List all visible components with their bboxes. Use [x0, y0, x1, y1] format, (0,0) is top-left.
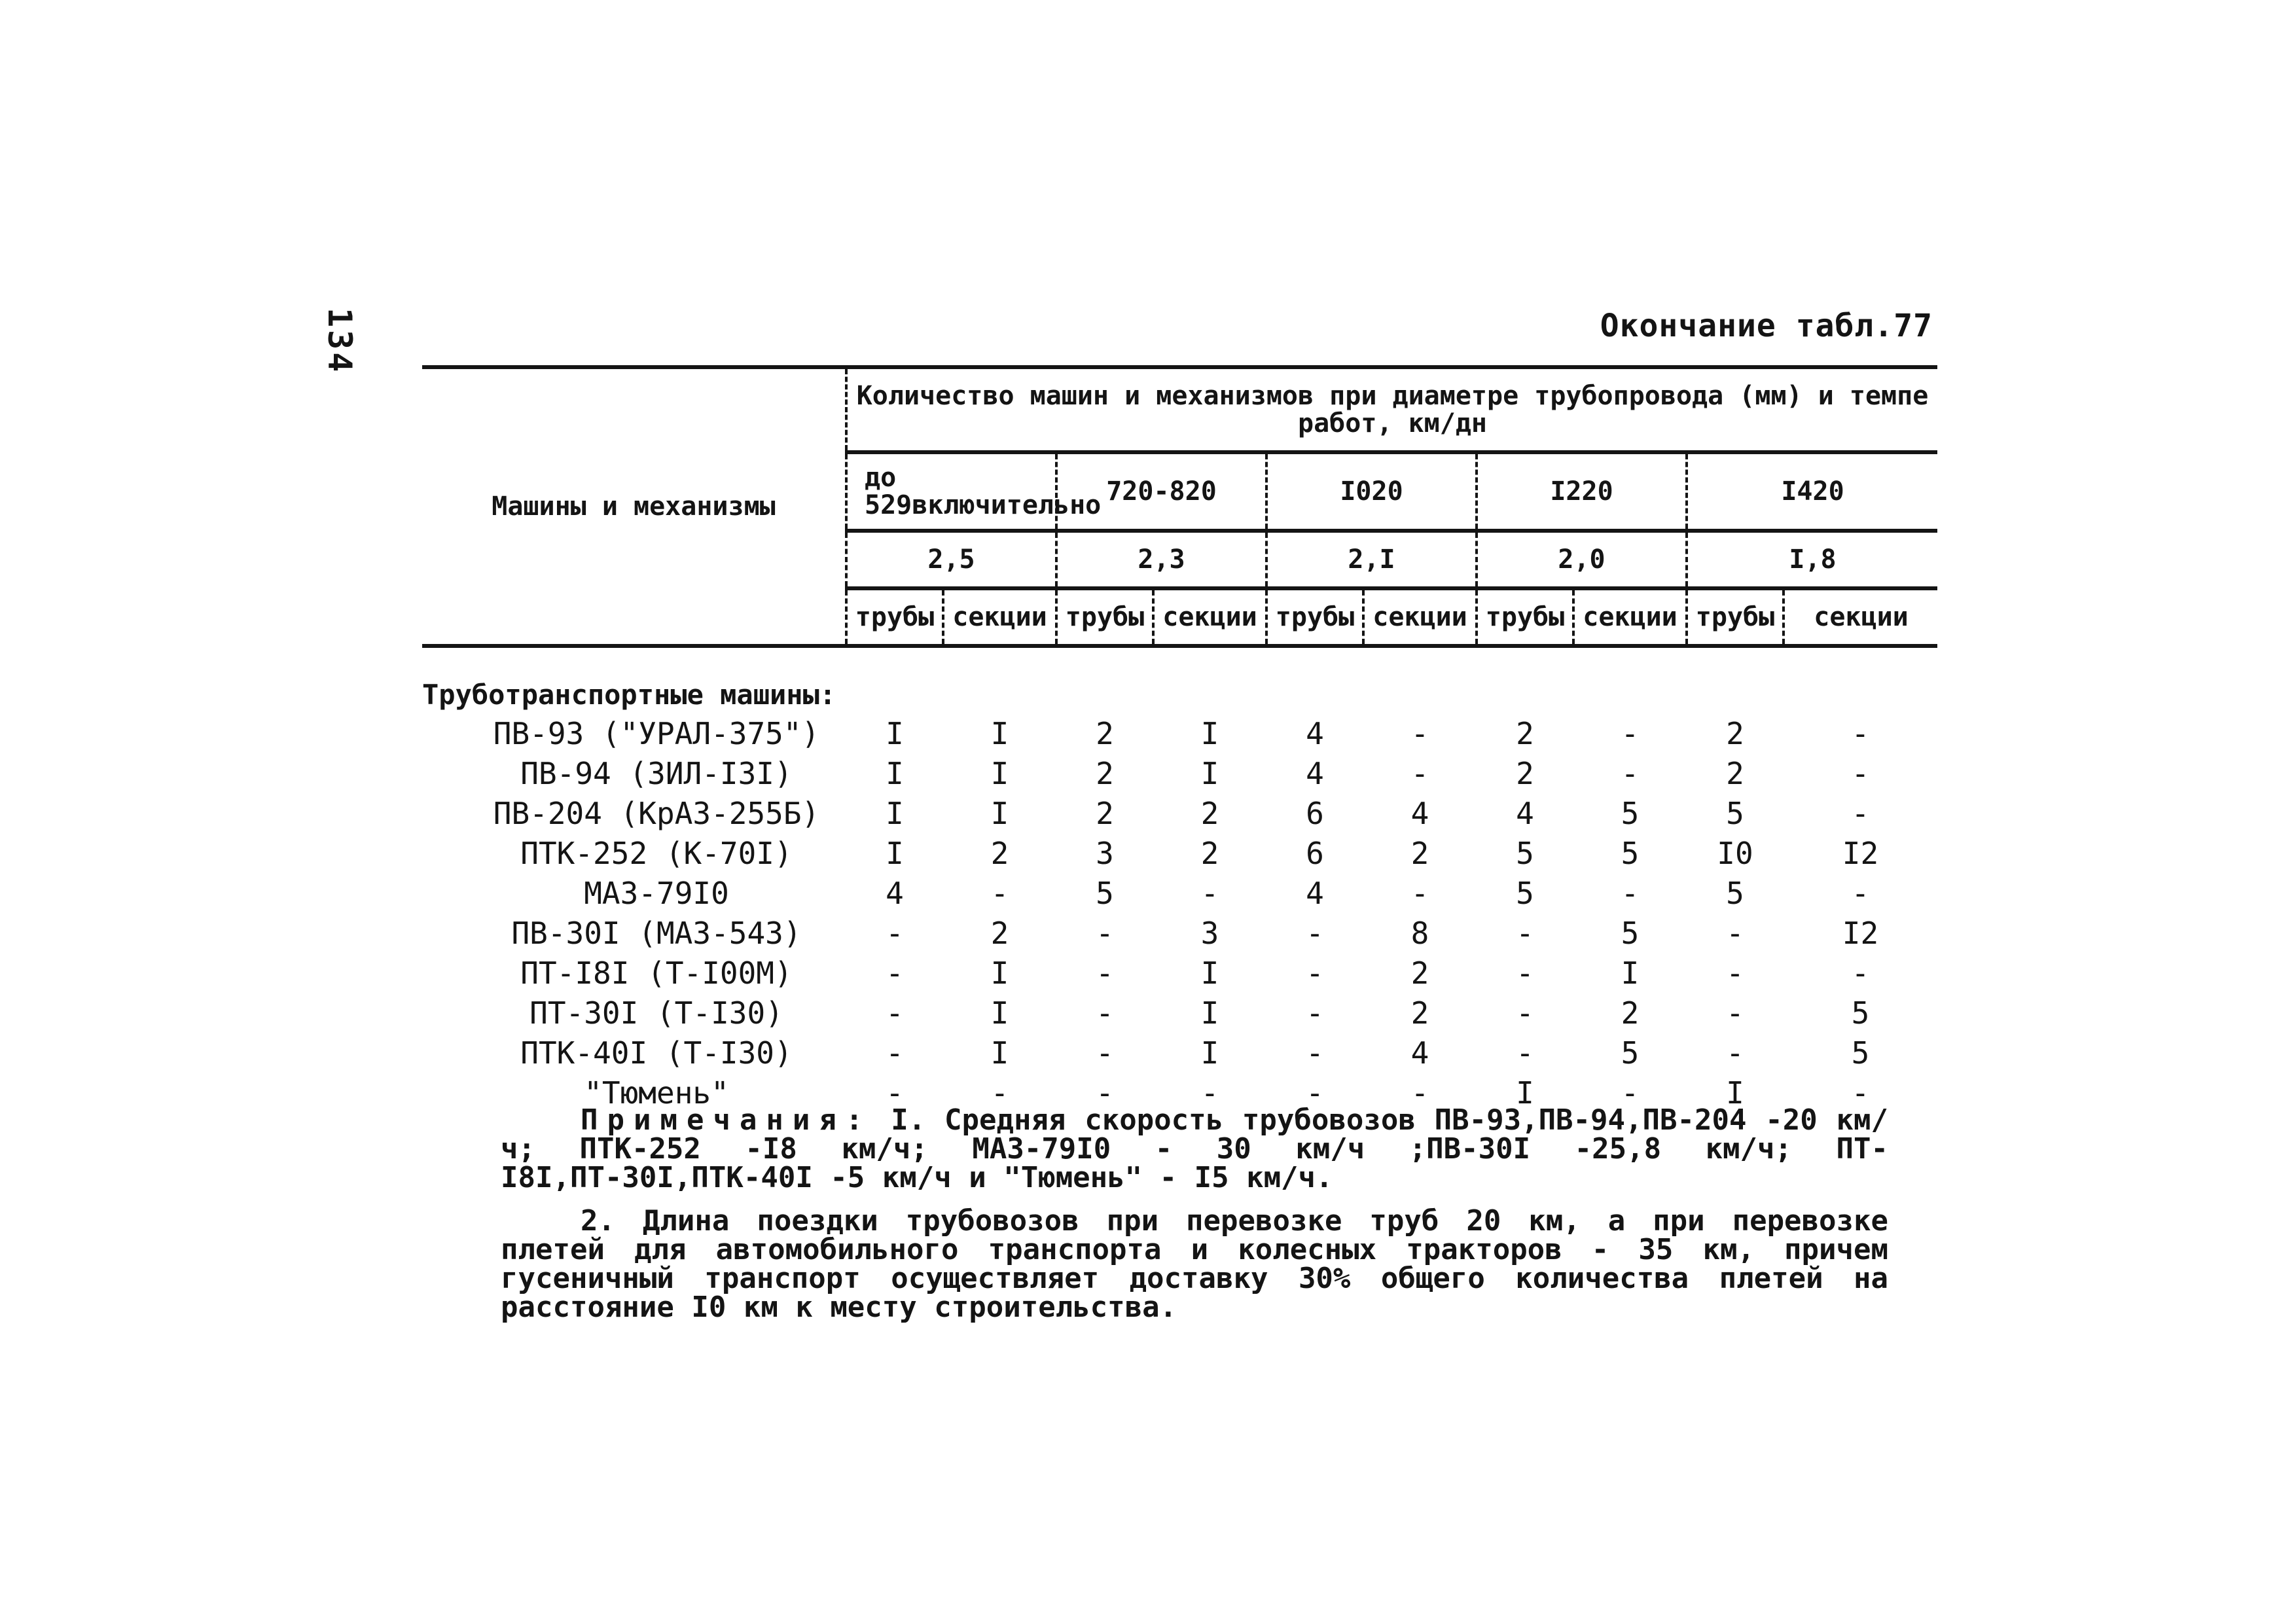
- quantity-cell: 5: [1516, 835, 1534, 871]
- table-row: [422, 793, 1937, 833]
- quantity-cell: 4: [1306, 755, 1324, 791]
- unit-header-sections: секции: [1784, 588, 1937, 646]
- quantity-cell: 5: [1851, 995, 1870, 1031]
- table-row: [422, 713, 1937, 753]
- machines-table-wrapper: [422, 365, 1937, 1113]
- quantity-cell: -: [1306, 1075, 1324, 1111]
- diameter-header: I020: [1266, 452, 1477, 531]
- quantity-cell: -: [886, 955, 904, 991]
- quantity-cell: -: [1851, 795, 1870, 831]
- quantity-cell: -: [1621, 755, 1640, 791]
- quantity-cell: -: [886, 995, 904, 1031]
- machine-name: ПТ-I8I (Т-I00М): [520, 955, 793, 991]
- tempo-header: 2,3: [1056, 531, 1266, 588]
- table-row: [422, 993, 1937, 1033]
- quantity-cell: I2: [1842, 915, 1879, 951]
- quantity-cell: -: [886, 1035, 904, 1071]
- unit-header-pipes: трубы: [1266, 588, 1363, 646]
- quantity-cell: -: [1410, 1075, 1429, 1111]
- unit-header-pipes: трубы: [1056, 588, 1153, 646]
- quantity-cell: 5: [1621, 915, 1640, 951]
- quantity-cell: -: [1851, 1075, 1870, 1111]
- tempo-header: 2,0: [1477, 531, 1687, 588]
- quantity-cell: -: [1726, 1035, 1744, 1071]
- quantity-cell: -: [1306, 1035, 1324, 1071]
- tempo-header: 2,I: [1266, 531, 1477, 588]
- quantity-cell: 2: [1200, 835, 1219, 871]
- machine-name: ПВ-30I (МАЗ-543): [511, 915, 802, 951]
- quantity-cell: I: [1200, 955, 1219, 991]
- quantity-cell: 5: [1621, 795, 1640, 831]
- quantity-cell: 2: [990, 835, 1009, 871]
- quantity-cell: 5: [1726, 875, 1744, 911]
- quantity-cell: -: [1516, 955, 1534, 991]
- quantity-cell: I: [886, 795, 904, 831]
- quantity-cell: I: [990, 795, 1009, 831]
- machine-name: ПТК-252 (К-70I): [520, 835, 793, 871]
- note-1: [501, 1103, 1888, 1194]
- note-2: 2. Длина поездки трубовозов при перевозке труб 20 км, а при перевозке плетей для автомобильного транспорта и колесных тракторов - 35 км, причем гусеничный транспорт осуществляет доставку 30% общего количества плетей на расстояние I0 км к месту строительства.: [501, 1204, 1888, 1324]
- quantity-cell: 2: [990, 915, 1009, 951]
- quantity-cell: I: [990, 715, 1009, 751]
- machine-name: ПВ-93 ("УРАЛ-375"): [493, 715, 820, 751]
- quantity-cell: 5: [1621, 835, 1640, 871]
- quantity-cell: I: [990, 995, 1009, 1031]
- quantity-cell: 2: [1621, 995, 1640, 1031]
- quantity-cell: -: [1306, 915, 1324, 951]
- quantity-cell: 5: [1516, 875, 1534, 911]
- quantity-cell: -: [1516, 915, 1534, 951]
- quantity-cell: I: [886, 715, 904, 751]
- quantity-cell: 2: [1410, 835, 1429, 871]
- quantity-cell: I: [1621, 955, 1640, 991]
- quantity-cell: 2: [1516, 755, 1534, 791]
- notes-block: [501, 1103, 1888, 1324]
- notes-title: Примечания:: [581, 1103, 872, 1137]
- quantity-cell: I: [1200, 1035, 1219, 1071]
- table-caption: Окончание табл.77: [1600, 308, 1933, 344]
- quantity-cell: -: [1306, 955, 1324, 991]
- quantity-cell: I: [1200, 715, 1219, 751]
- quantity-cell: 4: [1410, 1035, 1429, 1071]
- table-row: [422, 1033, 1937, 1073]
- quantity-cell: 3: [1096, 835, 1114, 871]
- quantity-cell: -: [1096, 915, 1114, 951]
- quantity-cell: -: [1621, 1075, 1640, 1111]
- unit-header-sections: секции: [1363, 588, 1477, 646]
- quantity-cell: I: [990, 755, 1009, 791]
- quantity-cell: -: [1306, 995, 1324, 1031]
- tempo-header: I,8: [1687, 531, 1937, 588]
- unit-header-pipes: трубы: [1477, 588, 1573, 646]
- quantity-cell: -: [886, 915, 904, 951]
- quantity-cell: -: [1200, 875, 1219, 911]
- quantity-cell: 5: [1096, 875, 1114, 911]
- unit-header-sections: секции: [1573, 588, 1687, 646]
- machine-name: МАЗ-79I0: [584, 875, 729, 911]
- quantity-cell: -: [1096, 995, 1114, 1031]
- quantity-cell: 2: [1096, 715, 1114, 751]
- quantity-cell: 5: [1726, 795, 1744, 831]
- unit-header-pipes: трубы: [1687, 588, 1784, 646]
- quantity-cell: -: [1410, 755, 1429, 791]
- quantity-cell: 2: [1726, 755, 1744, 791]
- quantity-cell: -: [1726, 955, 1744, 991]
- quantity-cell: 4: [1306, 875, 1324, 911]
- quantity-cell: 2: [1410, 995, 1429, 1031]
- quantity-cell: 4: [1410, 795, 1429, 831]
- quantity-cell: -: [1410, 875, 1429, 911]
- quantity-cell: -: [1621, 715, 1640, 751]
- quantity-cell: I: [886, 755, 904, 791]
- diameter-header: I420: [1687, 452, 1937, 531]
- quantity-cell: I0: [1717, 835, 1753, 871]
- quantity-cell: I2: [1842, 835, 1879, 871]
- quantity-cell: 6: [1306, 795, 1324, 831]
- quantity-cell: I: [1726, 1075, 1744, 1111]
- quantity-cell: -: [1096, 955, 1114, 991]
- unit-header-sections: секции: [1153, 588, 1266, 646]
- machine-name: "Тюмень": [584, 1075, 729, 1111]
- quantity-cell: -: [886, 1075, 904, 1111]
- quantity-cell: 2: [1516, 715, 1534, 751]
- machine-name: ПТ-30I (Т-I30): [529, 995, 783, 1031]
- quantity-cell: I: [990, 955, 1009, 991]
- table-row: [422, 833, 1937, 873]
- quantity-cell: I: [1200, 995, 1219, 1031]
- quantity-cell: -: [1410, 715, 1429, 751]
- quantity-cell: -: [1516, 995, 1534, 1031]
- quantity-cell: 4: [1516, 795, 1534, 831]
- machine-name: ПТК-40I (Т-I30): [520, 1035, 793, 1071]
- quantity-cell: 4: [886, 875, 904, 911]
- quantity-cell: 2: [1410, 955, 1429, 991]
- quantity-cell: -: [1516, 1035, 1534, 1071]
- quantity-cell: 2: [1096, 755, 1114, 791]
- table-row: [422, 913, 1937, 953]
- quantity-cell: -: [1851, 755, 1870, 791]
- quantity-cell: I: [886, 835, 904, 871]
- quantity-cell: 2: [1726, 715, 1744, 751]
- machine-name: ПВ-204 (КрАЗ-255Б): [493, 795, 820, 831]
- quantity-cell: 8: [1410, 915, 1429, 951]
- quantity-cell: -: [1096, 1075, 1114, 1111]
- quantity-cell: I: [1200, 755, 1219, 791]
- group-header: Количество машин и механизмов при диаметре трубопровода (мм) и темпе работ, км/дн: [846, 367, 1937, 452]
- diameter-header: I220: [1477, 452, 1687, 531]
- quantity-cell: -: [1726, 995, 1744, 1031]
- quantity-cell: -: [990, 875, 1009, 911]
- quantity-cell: I: [1516, 1075, 1534, 1111]
- quantity-cell: 4: [1306, 715, 1324, 751]
- quantity-cell: 6: [1306, 835, 1324, 871]
- quantity-cell: -: [1726, 915, 1744, 951]
- table-row: [422, 753, 1937, 793]
- machine-name: ПВ-94 (ЗИЛ-I3I): [520, 755, 793, 791]
- quantity-cell: -: [1851, 875, 1870, 911]
- tempo-header: 2,5: [846, 531, 1056, 588]
- quantity-cell: -: [1851, 715, 1870, 751]
- table-row: [422, 873, 1937, 913]
- diameter-header: 720-820: [1056, 452, 1266, 531]
- table-row: [422, 953, 1937, 993]
- section-title: Труботранспортные машины:: [422, 679, 836, 711]
- diameter-header: до 529включительно: [846, 452, 1056, 531]
- label-column-header: Машины и механизмы: [422, 367, 846, 646]
- quantity-cell: -: [1621, 875, 1640, 911]
- quantity-cell: 2: [1200, 795, 1219, 831]
- machines-table: [422, 365, 1937, 1113]
- quantity-cell: 2: [1096, 795, 1114, 831]
- unit-header-pipes: трубы: [846, 588, 943, 646]
- note-1-text: I. Средняя скорость трубовозов ПВ-93,ПВ-94,ПВ-204 -20 км/ч; ПТК-252 -I8 км/ч; МАЗ-79I0 - 30 км/ч ;ПВ-30I -25,8 км/ч; ПТ-I8I,ПТ-30I,ПТК-40I -5 км/ч и "Тюмень" - I5 км/ч.: [501, 1103, 1888, 1194]
- quantity-cell: 5: [1851, 1035, 1870, 1071]
- quantity-cell: -: [990, 1075, 1009, 1111]
- page-number: 134: [321, 308, 359, 375]
- quantity-cell: -: [1200, 1075, 1219, 1111]
- quantity-cell: -: [1096, 1035, 1114, 1071]
- unit-header-sections: секции: [943, 588, 1056, 646]
- quantity-cell: -: [1851, 955, 1870, 991]
- quantity-cell: I: [990, 1035, 1009, 1071]
- quantity-cell: 3: [1200, 915, 1219, 951]
- quantity-cell: 5: [1621, 1035, 1640, 1071]
